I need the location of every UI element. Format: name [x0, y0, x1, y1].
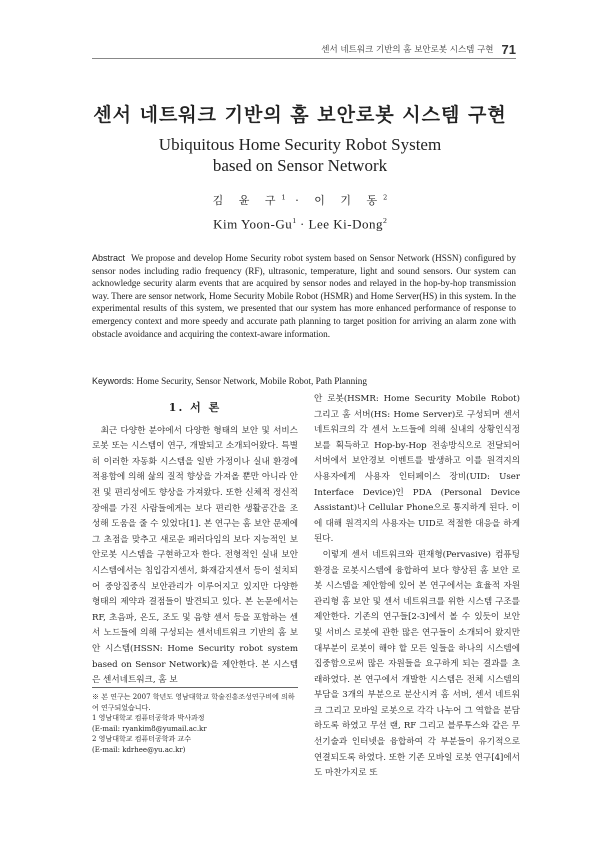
footnote-1-email: (E-mail: ryankim8@yumail.ac.kr [92, 724, 207, 733]
author-2-english: Lee Ki-Dong [308, 216, 383, 232]
author-2-affil-korean: 2 [383, 193, 388, 202]
funding-note: ※ 본 연구는 2007 학년도 영남대학교 학술진흥조성연구비에 의하여 연구되었습니다. [92, 693, 295, 712]
body-paragraph: 최근 다양한 분야에서 다양한 형태의 보안 및 서비스 로봇 또는 시스템이 연구, 개발되고 소개되어왔다. 특별히 이러한 자동화 시스템을 일반 가정이나 실내 환경에 적용함에 의해 삶의 질적 향상을 가져올 뿐만 아니라 안전 및 편리성에도 향상을 가져왔다. 또한 신체적 정신적 장애를 가진 사람들에게는 보다 편리한 생활공간을 조성해 도움을 줄 수 있었다[1]. 본 연구는 홈 보안 문제에 그 초점을 맞추고 새로운 패러다임의 보다 지능적인 보안로봇 시스템을 구현하고자 한다. 전형적인 실내 보안 시스템에서는 침입감지센서, 화재감지센서 등이 설치되어 중앙집중식 보안관리가 이루어지고 있지만 다양한 형태의 제약과 결점들이 발견되고 있다. 본 논문에서는 RF, 초음파, 온도, 조도 및 음향 센서 등을 포함하는 센서 노드들에 의해 구성되는 센서네트워크 기반의 홈 보안 시스템(HSSN: Home Security robot system based on Sensor Network)을 제안한다. 본 시스템은 센서네트워크, 홈 보 [92, 425, 298, 686]
author-1-affil-english: 1 [292, 216, 297, 225]
footnote-1-affiliation: 1 영남대학교 컴퓨터공학과 박사과정 [92, 714, 205, 723]
keywords-text: Home Security, Sensor Network, Mobile Robot, Path Planning [136, 376, 367, 386]
page-number: 71 [501, 42, 516, 57]
author-2-affil-english: 2 [382, 216, 387, 225]
title-english-line1: Ubiquitous Home Security Robot System [158, 135, 442, 154]
authors-english [0, 216, 600, 232]
abstract-text: We propose and develop Home Security robot system based on Sensor Network (HSSN) configured by sensor nodes including radio frequency (RF), ultrasonic, temperature, light and sound sensors. Our system can acknowledge security alarm events that are acquired by sensor nodes and relayed in the hop-by-hop transmission way. There are sensor network, Home Security Mobile Robot (HSMR) and Home Server(HS) in this system. In the experimental results of this system, we presented that our system has more enhanced performance of response to emergency context and more speedy and accurate path planning to target position for arriving an alarm zone with obstacle avoidance and acquiring the context-aware information. [92, 253, 516, 339]
paper-title-korean: 센서 네트워크 기반의 홈 보안로봇 시스템 구현 [93, 104, 507, 126]
author-separator-english: · [296, 216, 309, 232]
authors-korean [0, 192, 600, 208]
footnotes [92, 687, 298, 756]
body-paragraph: 안 로봇(HSMR: Home Security Mobile Robot) 그리고 홈 서버(HS: Home Server)로 구성되며 센서네트워크의 각 센서 노드들에 의해 실내의 상황인식정보를 획득하고 Hop-by-Hop 전송방식으로 전달되어 서버에서 보안경보 이벤트를 발생하고 이를 원격지의 사용자에게 사용자 인터페이스 장비(UID: User Interface Device)인 PDA (Personal Device Assistant)나 Cellular Phone으로 통지하게 된다. 이에 대해 원격지의 사용자는 UID로 적절한 대응을 하게 된다. [314, 394, 520, 545]
footnote-2-affiliation: 2 영남대학교 컴퓨터공학과 교수 [92, 735, 192, 744]
running-header [92, 40, 516, 59]
right-column [314, 392, 520, 782]
keywords [92, 376, 516, 386]
left-column [92, 392, 298, 689]
keywords-label: Keywords: [92, 376, 135, 386]
section-heading-introduction: 1. 서 론 [168, 401, 222, 414]
title-english-line2: based on Sensor Network [212, 156, 388, 175]
author-1-korean: 김 윤 구 [212, 194, 282, 207]
abstract [92, 252, 516, 340]
footnote-2-email: (E-mail: kdrhee@yu.ac.kr) [92, 745, 186, 754]
author-2-korean: 이 기 동 [314, 194, 384, 207]
body-paragraph: 이렇게 센서 네트워크와 편재형(Pervasive) 컴퓨팅환경을 로봇시스템에 융합하여 보다 향상된 홈 보안 로봇 시스템을 제안함에 있어 본 연구에서는 효율적 자원 관리형 홈 보안 및 센서 네트워크를 위한 시스템 구조를 제안한다. 기존의 연구들[2-3]에서 볼 수 있듯이 보안 및 서비스 로봇에 관한 많은 연구들이 소개되어 왔지만 대부분이 로봇이 해야 할 모든 일들을 하나의 시스템에 집중함으로써 많은 자원들을 요구하게 되는 결과를 초래하였다. 본 연구에서 개발한 시스템은 전체 시스템의 부담을 3개의 부분으로 분산시켜 홈 서버, 센서 네트워크 그리고 모바일 로봇으로 각각 나누어 그 역할을 분담하도록 하였고 무선 랜, RF 그리고 블루투스와 같은 무선기술과 인터넷을 융합하여 각 부분들이 유기적으로 연결되도록 하였다. 또한 기존 모바일 로봇 연구[4]에서도 마찬가지로 또 [314, 549, 520, 779]
running-title: 센서 네트워크 기반의 홈 보안로봇 시스템 구현 [321, 45, 494, 55]
abstract-label: Abstract [92, 253, 126, 263]
author-1-affil-korean: 1 [281, 193, 286, 202]
author-1-english: Kim Yoon-Gu [213, 216, 293, 232]
author-separator-korean: · [285, 194, 315, 207]
paper-title-english [0, 134, 600, 176]
